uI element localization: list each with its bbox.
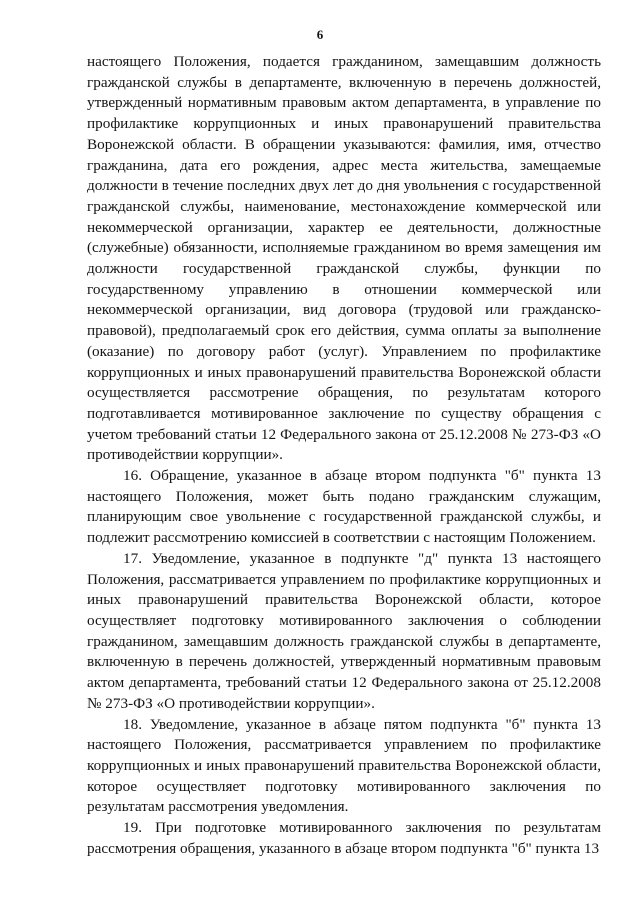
paragraph-16: 16. Обращение, указанное в абзаце втором подпункта "б" пункта 13 настоящего Положения, может быть подано гражданским служащим, планирующим свое увольнение с государственной гражданской службы, и подлежит рассмотрению комиссией в соответствии с настоящим Положением. (87, 467, 601, 547)
paragraph-18: 18. Уведомление, указанное в абзаце пятом подпункта "б" пункта 13 настоящего Положения, рассматривается управлением по профилактике коррупционных и иных правонарушений правительства Воронежской области, которое осуществляет подготовку мотивированного заключения по результатам рассмотрения уведомления. (87, 715, 601, 816)
document-body (87, 52, 601, 859)
paragraph-19: 19. При подготовке мотивированного заключения по результатам рассмотрения обращения, указанного в абзаце втором подпункта "б" пункта 13 (87, 819, 601, 857)
paragraph-continuation: настоящего Положения, подается гражданином, замещавшим должность гражданской службы в департаменте, включенную в перечень должностей, утвержденный нормативным правовым актом департамента, в управление по профилактике коррупционных и иных правонарушений правительства Воронежской области. В обращении указываются: фамилия, имя, отчество гражданина, дата его рождения, адрес места жительства, замещаемые должности в течение последних двух лет до дня увольнения с государственной гражданской службы, наименование, местонахождение коммерческой или некоммерческой организации, характер ее деятельности, должностные (служебные) обязанности, исполняемые гражданином во время замещения им должности государственной гражданской службы, функции по государственному управлению в отношении коммерческой или некоммерческой организации, вид договора (трудовой или гражданско-правовой), предполагаемый срок его действия, сумма оплаты за выполнение (оказание) по договору работ (услуг). Управлением по профилактике коррупционных и иных правонарушений правительства Воронежской области осуществляется рассмотрение обращения, по результатам которого подготавливается мотивированное заключение по существу обращения с учетом требований статьи 12 Федерального закона от 25.12.2008 № 273-ФЗ «О противодействии коррупции». (87, 53, 601, 464)
page-number: 6 (316, 27, 324, 42)
paragraph-17: 17. Уведомление, указанное в подпункте "д" пункта 13 настоящего Положения, рассматривается управлением по профилактике коррупционных и иных правонарушений правительства Воронежской области, которое осуществляет подготовку мотивированного заключения о соблюдении гражданином, замещавшим должность гражданской службы в департаменте, включенную в перечень должностей, утвержденный нормативным правовым актом департамента, требований статьи 12 Федерального закона от 25.12.2008 № 273-ФЗ «О противодействии коррупции». (87, 549, 601, 712)
